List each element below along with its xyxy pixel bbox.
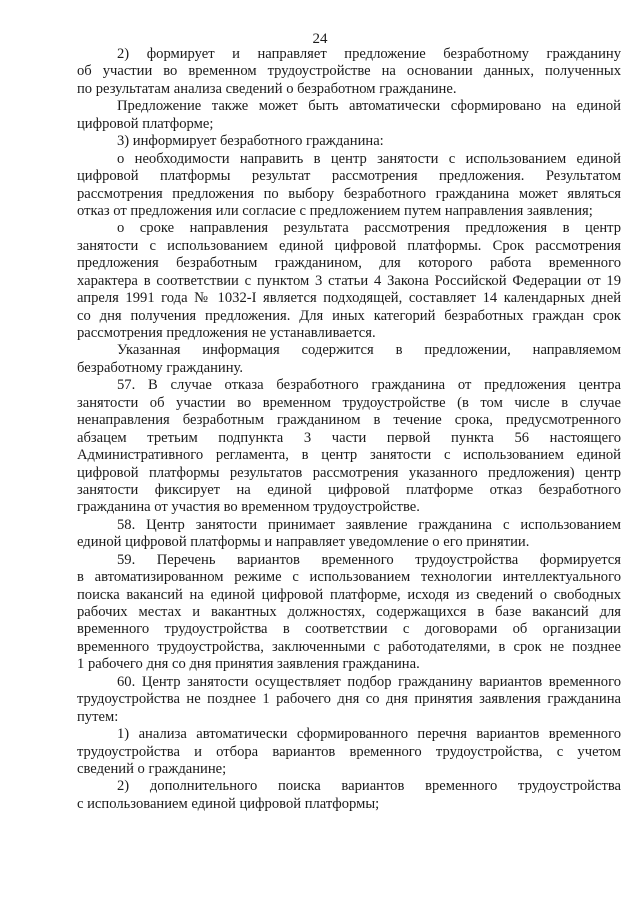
text-line: по результатам анализа сведений о безработном гражданине. bbox=[77, 80, 457, 97]
text-line: о необходимости направить в центр занятости с использованием единой bbox=[117, 150, 621, 167]
text-line: со дня получения предложения. Для иных категорий безработных граждан срок bbox=[77, 307, 621, 324]
text-line: 1) анализа автоматически сформированного перечня вариантов временного bbox=[117, 726, 621, 743]
text-line: единой цифровой платформы и направляет уведомление о его принятии. bbox=[77, 534, 530, 551]
text-line: занятости с использованием единой цифровой платформы. Срок рассмотрения bbox=[77, 237, 621, 254]
body-text bbox=[77, 46, 621, 813]
text-line: Указанная информация содержится в предложении, направляемом bbox=[117, 342, 621, 359]
text-line: гражданина от участия во временном трудоустройстве. bbox=[77, 499, 420, 516]
text-line: рабочих местах и вакантных должностях, содержащихся в базе вакансий для bbox=[77, 604, 621, 620]
text-line: 1 рабочего дня со дня принятия заявления гражданина. bbox=[77, 656, 420, 673]
text-line: 59. Перечень вариантов временного трудоустройства формируется bbox=[117, 551, 621, 568]
text-line: в автоматизированном режиме с использованием технологии интеллектуального bbox=[77, 569, 621, 586]
text-line: абзацем третьим подпункта 3 части первой пункта 56 настоящего bbox=[77, 429, 621, 446]
text-line: 57. В случае отказа безработного гражданина от предложения центра bbox=[117, 377, 621, 394]
text-line: 3) информирует безработного гражданина: bbox=[117, 133, 384, 150]
text-line: временного трудоустройства, заключенными с работодателями, в срок не позднее bbox=[77, 638, 621, 655]
text-line: трудоустройства не позднее 1 рабочего дня со дня принятия заявления гражданина bbox=[77, 691, 621, 708]
text-line: отказ от предложения или согласие с предложением путем направления заявления; bbox=[77, 202, 593, 219]
text-line: цифровой платформы результатов рассмотрения указанного предложения) центр bbox=[77, 464, 621, 481]
page-number: 24 bbox=[312, 31, 328, 47]
text-line: временного трудоустройства в соответствии с договорами об организации bbox=[77, 621, 621, 638]
text-line: предложения безработным гражданином, для которого работа временного bbox=[77, 255, 621, 272]
text-line: апреля 1991 года № 1032-I является подходящей, составляет 14 календарных дней bbox=[77, 290, 621, 307]
text-line: сведений о гражданине; bbox=[77, 760, 227, 777]
text-line: с использованием единой цифровой платформы; bbox=[77, 795, 380, 812]
text-line: характера в соответствии с пунктом 3 статьи 4 Закона Российской Федерации от 19 bbox=[77, 272, 621, 289]
text-line: трудоустройства и отбора вариантов временного трудоустройства, с учетом bbox=[77, 743, 621, 760]
text-line: Административного регламента, в центр занятости с использованием единой bbox=[77, 447, 621, 464]
text-line: рассмотрения предложения не устанавливается. bbox=[77, 325, 376, 341]
text-line: рассмотрения предложения по выбору безработного гражданина может являться bbox=[77, 185, 621, 202]
text-line: 58. Центр занятости принимает заявление гражданина с использованием bbox=[117, 516, 621, 533]
text-line: занятости об участии во временном трудоустройстве (в том числе в случае bbox=[77, 394, 621, 411]
text-line: об участии во временном трудоустройстве на основании данных, полученных bbox=[77, 63, 621, 80]
text-line: путем: bbox=[77, 708, 119, 725]
text-line: занятости фиксирует на единой цифровой платформе отказ безработного bbox=[77, 481, 621, 498]
text-line: цифровой платформе; bbox=[77, 115, 214, 132]
text-line: 2) формирует и направляет предложение безработному гражданину bbox=[117, 46, 621, 62]
text-line: о сроке направления результата рассмотрения предложения в центр bbox=[117, 220, 621, 237]
text-line: поиска вакансий на единой цифровой платформе, исходя из сведений о свободных bbox=[77, 586, 621, 603]
text-line: 60. Центр занятости осуществляет подбор гражданину вариантов временного bbox=[117, 673, 621, 690]
text-line: ненаправления безработным гражданином в течение срока, предусмотренного bbox=[77, 412, 621, 429]
text-line: безработному гражданину. bbox=[77, 359, 244, 376]
text-line: цифровой платформы результат рассмотрения предложения. Результатом bbox=[77, 168, 621, 185]
text-line: Предложение также может быть автоматически сформировано на единой bbox=[117, 98, 621, 115]
text-line: 2) дополнительного поиска вариантов временного трудоустройства bbox=[117, 778, 621, 795]
